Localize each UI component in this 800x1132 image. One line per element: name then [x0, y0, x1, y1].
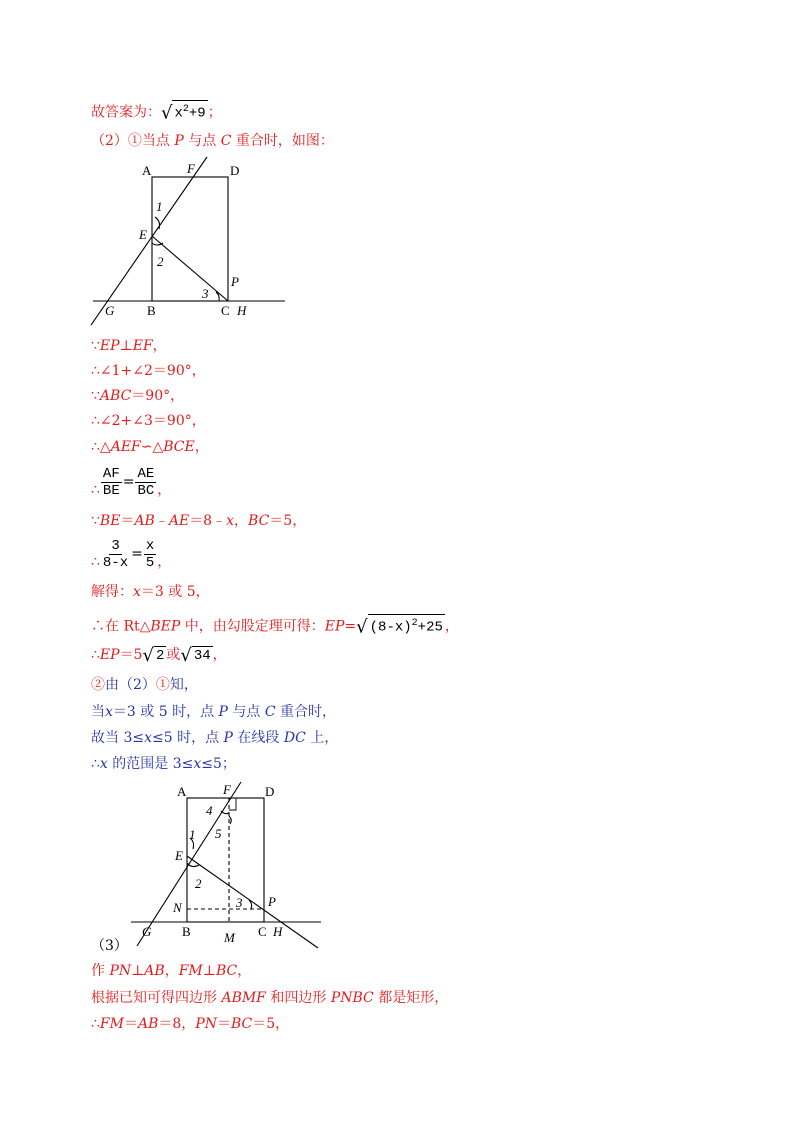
- step-5: ∴△AEF∽△BCE，: [91, 439, 209, 455]
- step-15: ∴x 的范围是 3≤x≤5；: [91, 756, 236, 772]
- fig2-label-h: H: [273, 924, 283, 939]
- fraction-ae-bc: $\frac{AE}{BC}$: [137, 465, 155, 499]
- step-16: 作 PN⊥AB，FM⊥BC，: [91, 963, 252, 979]
- step-11: ∴EP＝5√ 2 或√ 34 ，: [91, 645, 227, 666]
- fraction-3-8mx: $\frac{3}{8-x}$: [102, 537, 129, 571]
- angle-1-arc: [155, 217, 160, 229]
- fig2-label-a: A: [177, 784, 187, 799]
- step-7: ∵BE＝AB﹣AE＝8﹣x，BC＝5，: [91, 513, 307, 529]
- fig2-label-2: 2: [195, 876, 202, 891]
- answer-prefix: 故答案为：: [91, 104, 161, 121]
- fraction-x-5: $\frac{x}{5}$: [145, 537, 155, 571]
- step-6: ∴ $\frac{AF}{BE}$ = $\frac{AE}{BC}$ ，: [91, 465, 172, 499]
- step-13: 当x＝3 或 5 时，点 P 与点 C 重合时，: [91, 704, 337, 720]
- fig2-label-d: D: [265, 784, 275, 799]
- figure-2: [125, 780, 335, 955]
- step-1: ∵EP⊥EF，: [91, 338, 167, 354]
- fig1-label-d: D: [230, 163, 240, 178]
- fig1-label-p: P: [231, 274, 239, 289]
- step-2: ∴∠1+∠2＝90°，: [91, 363, 206, 379]
- fig1-label-2: 2: [157, 254, 164, 269]
- part2-heading: （2）①当点 P 与点 C 重合时，如图：: [91, 133, 334, 149]
- fig2-label-n: N: [173, 900, 182, 915]
- fig2-label-f: F: [223, 782, 231, 797]
- fig2-label-b: B: [182, 924, 191, 939]
- fig1-label-c: C: [221, 303, 230, 318]
- fraction-af-be: $\frac{AF}{BE}$: [102, 465, 120, 499]
- fig2-label-4: 4: [206, 803, 213, 818]
- fig2-label-p: P: [268, 894, 276, 909]
- fig2-label-5: 5: [215, 826, 222, 841]
- fig2-label-1: 1: [189, 827, 196, 842]
- step-3: ∵ABC＝90°，: [91, 388, 185, 404]
- ep-sqrt: √ $(8-x)^2+25$: [356, 614, 445, 637]
- sqrt-2: √ 2: [142, 645, 165, 666]
- line-gf: [91, 157, 207, 325]
- line-gf-2: [137, 782, 241, 946]
- step-17: 根据已知可得四边形 ABMF 和四边形 PNBC 都是矩形，: [91, 990, 449, 1006]
- rect-abcd-2: [187, 798, 264, 922]
- angle-4-arc: [221, 811, 229, 814]
- fig2-label-g: G: [142, 924, 152, 939]
- step-8: ∴ $\frac{3}{8-x}$ = $\frac{x}{5}$ ，: [91, 537, 172, 571]
- step-18: ∴FM＝AB＝8，PN＝BC＝5，: [91, 1016, 290, 1032]
- step-9: 解得：x＝3 或 5，: [91, 584, 210, 600]
- line-eh: [187, 856, 318, 948]
- fig2-label-m: M: [224, 930, 235, 945]
- answer-line: [91, 100, 222, 123]
- fig1-label-b: B: [147, 303, 156, 318]
- step-12: ②由（2）①知，: [91, 677, 198, 693]
- fig2-label-3: 3: [236, 895, 243, 910]
- fig1-label-f: F: [187, 161, 195, 176]
- fig1-label-e: E: [139, 227, 147, 242]
- fig2-label-c: C: [258, 924, 267, 939]
- fig1-label-g: G: [105, 303, 115, 318]
- step-10: ∴在 Rt△BEP 中，由勾股定理可得：EP=√ $(8-x)^2+25$ ，: [91, 614, 459, 637]
- answer-sqrt: √ $x^2+9$: [161, 100, 208, 123]
- fig1-label-a: A: [142, 163, 152, 178]
- fig1-label-1: 1: [156, 199, 163, 214]
- sqrt-34: √ 34: [180, 645, 211, 666]
- figure-1: [85, 155, 295, 330]
- fig1-label-3: 3: [202, 286, 209, 301]
- step-4: ∴∠2+∠3＝90°，: [91, 413, 206, 429]
- answer-end: ；: [207, 104, 222, 121]
- part3-label: （3）: [91, 938, 128, 954]
- fig1-label-h: H: [237, 303, 247, 318]
- fig2-label-e: E: [175, 848, 183, 863]
- step-14: 故当 3≤x≤5 时，点 P 在线段 DC 上，: [91, 730, 339, 746]
- rect-abcd: [152, 177, 228, 301]
